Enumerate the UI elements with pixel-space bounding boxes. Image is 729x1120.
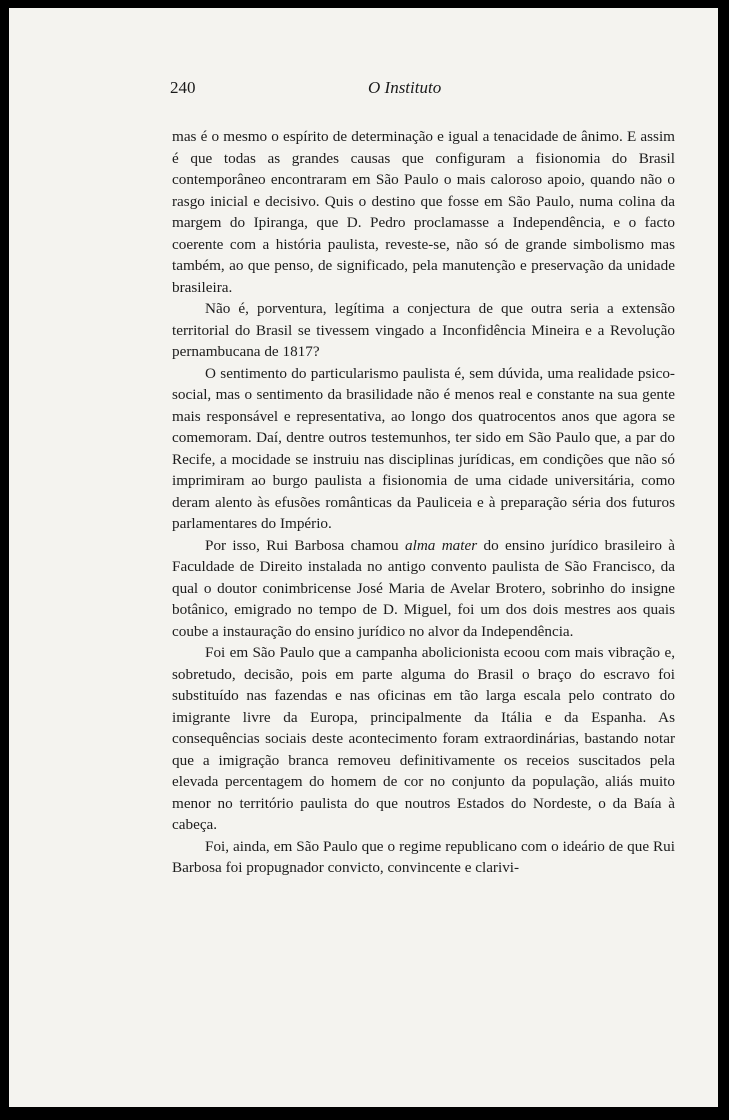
page-header (170, 78, 682, 102)
running-title: O Instituto (368, 78, 442, 97)
paragraph: Não é, porventura, legítima a conjectura de que outra seria a extensão territorial do Brasil se tivessem vingado a Inconfidência Mineira e a Revolução pernambucana de 1817? (172, 300, 675, 360)
paragraph: mas é o mesmo o espírito de determinação e igual a tenacidade de ânimo. E assim é que todas as grandes causas que configuram a fisionomia do Brasil contemporâneo encontraram em São Paulo o mais caloroso apoio, quando não o rasgo inicial e decisivo. Quis o destino que fosse em São Paulo, numa colina da margem do Ipiranga, que D. Pedro proclamasse a Independência, e o facto coerente com a história paulista, reveste-se, não só de grande simbolismo mas também, ao que penso, de significado, pela manutenção e preservação da unidade brasileira. (172, 128, 675, 296)
italic-phrase: alma mater (405, 536, 478, 554)
paragraph: Foi, ainda, em São Paulo que o regime republicano com o ideário de que Rui Barbosa foi propugnador convicto, convincente e clarivi- (172, 837, 675, 876)
paragraph: Foi em São Paulo que a campanha abolicionista ecoou com mais vibração e, sobretudo, decisão, pois em parte alguma do Brasil o braço do escravo foi substituído nas fazendas e nas oficinas em tão larga escala pelo contrato do imigrante livre da Europa, principalmente da Itália e da Espanha. As consequências sociais deste acontecimento foram extraordinárias, bastando notar que a imigração branca removeu definitivamente os receios suscitados pela elevada percentagem do homem de cor no conjunto da população, aliás muito menor no território paulista do que noutros Estados do Nordeste, o da Baía à cabeça. (172, 644, 675, 833)
page-number: 240 (170, 78, 196, 97)
paragraph: O sentimento do particularismo paulista é, sem dúvida, uma realidade psico-social, mas o sentimento da brasilidade não é menos real e constante na sua gente mais responsável e representativa, ao longo dos quatrocentos anos que agora se comemoram. Daí, dentre outros testemunhos, ter sido em São Paulo que, a par do Recife, a mocidade se instruiu nas disciplinas jurídicas, em condições que não só imprimiram ao burgo paulista a fisionomia de uma cidade universitária, como deram alento às efusões românticas da Pauliceia e à preparação séria dos futuros parlamentares do Império. (172, 364, 675, 532)
paragraph (172, 535, 675, 643)
book-page (9, 8, 718, 1107)
body-text (172, 126, 675, 879)
paragraph-text: do ensino jurídico brasileiro à Faculdade de Direito instalada no antigo convento paulista de São Francisco, da qual o doutor conimbricense José Maria de Avelar Brotero, sobrinho do insigne botânico, emigrado no tempo de D. Miguel, foi um dos dois mestres aos quais coube a instauração do ensino jurídico no alvor da Independência. (172, 536, 675, 640)
paragraph-text: Por isso, Rui Barbosa chamou (205, 536, 405, 554)
